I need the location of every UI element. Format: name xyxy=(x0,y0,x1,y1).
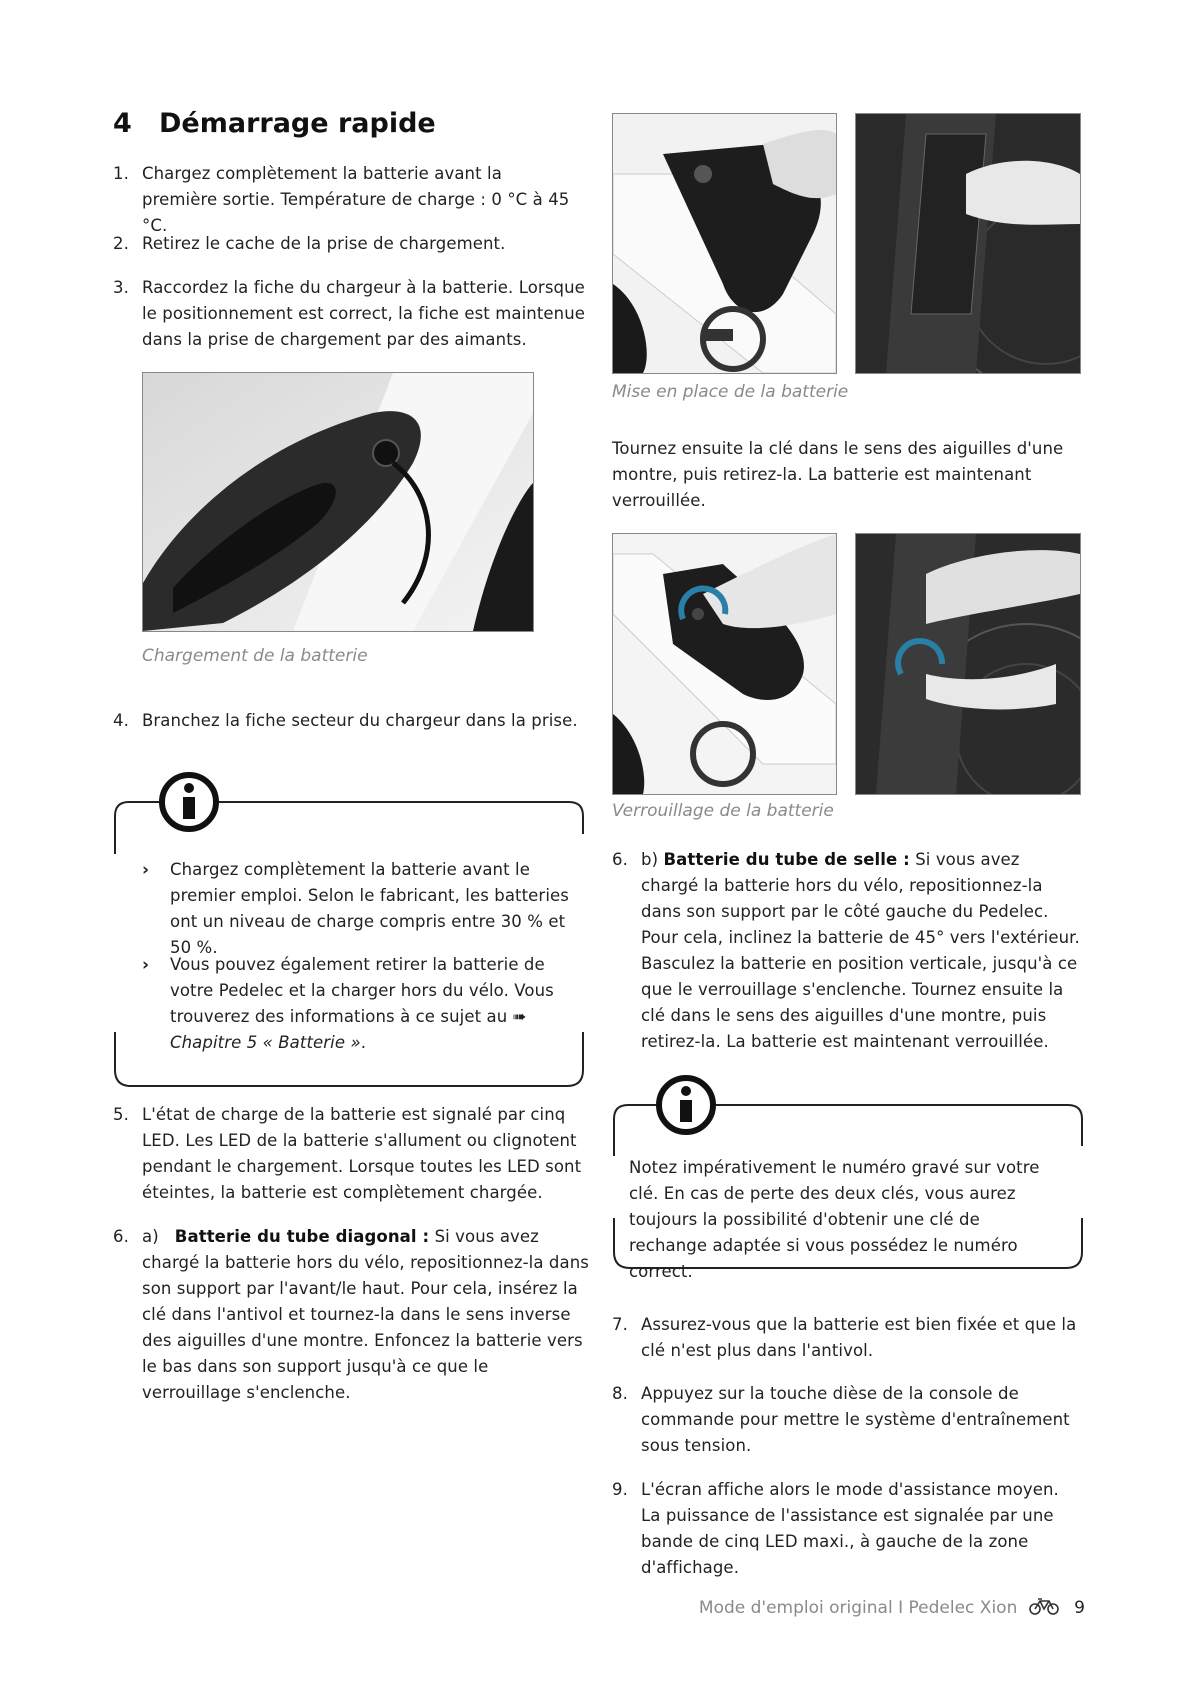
bicycle-icon xyxy=(1029,1597,1059,1615)
step-text xyxy=(142,1224,592,1406)
lock-instruction: Tournez ensuite la clé dans le sens des aiguilles d'une montre, puis retirez-la. La batterie est maintenant verrouillée. xyxy=(612,439,1064,510)
step-text: L'écran affiche alors le mode d'assistance moyen. La puissance de l'assistance est signalée par une bande de cinq LED maxi., à gauche de la zone d'affichage. xyxy=(641,1480,1059,1577)
step-number: 1. xyxy=(113,164,129,183)
step-number: 5. xyxy=(113,1105,129,1124)
step-body: Si vous avez chargé la batterie hors du vélo, repositionnez-la dans son support par le côté gauche du Pedelec. Pour cela, inclinez la batterie de 45° vers l'extérieur. Basculez la batterie en position verticale, jusqu'à ce que le verrouillage s'enclenche. Tournez ensuite la clé dans le sens des aiguilles d'une montre, puis retirez-la. La batterie est maintenant verrouillée. xyxy=(641,850,1080,1051)
chevron-right-icon: › xyxy=(142,955,150,975)
step-number: 7. xyxy=(612,1315,628,1334)
footer-text: Mode d'emploi original I Pedelec Xion xyxy=(698,1598,1018,1618)
charging-photo xyxy=(142,372,534,632)
step-number: 6. xyxy=(113,1227,129,1246)
step-number: 2. xyxy=(113,234,129,253)
step-text: Appuyez sur la touche dièse de la console de commande pour mettre le système d'entraînement sous tension. xyxy=(641,1384,1070,1455)
bullet-text xyxy=(170,952,572,1056)
step-text: Retirez le cache de la prise de chargement. xyxy=(142,234,506,253)
bullet-text: Chargez complètement la batterie avant le premier emploi. Selon le fabricant, les batteries ont un niveau de charge compris entre 30 % et 50 %. xyxy=(170,860,569,957)
page-footer xyxy=(699,1597,1085,1618)
section-number: 4 xyxy=(113,108,132,139)
insertion-photo-1 xyxy=(612,113,837,374)
step-text: Assurez-vous que la batterie est bien fixée et que la clé n'est plus dans l'antivol. xyxy=(641,1315,1077,1360)
step-text: Branchez la fiche secteur du chargeur dans la prise. xyxy=(142,711,578,730)
info-icon xyxy=(659,1078,713,1132)
locking-photo-1 xyxy=(612,533,837,795)
step-sub-prefix: b) xyxy=(641,850,659,869)
insertion-photo-2 xyxy=(855,113,1081,374)
info-icon xyxy=(162,775,216,829)
page-number: 9 xyxy=(1074,1598,1085,1618)
bullet-text-before: Vous pouvez également retirer la batterie de votre Pedelec et la charger hors du vélo. Vous trouverez des informations à ce sujet au xyxy=(170,955,554,1026)
step-text: L'état de charge de la batterie est signalé par cinq LED. Les LED de la batterie s'allument ou clignotent pendant le chargement. Lorsque toutes les LED sont éteintes, la batterie est complètement chargée. xyxy=(142,1105,582,1202)
section-title xyxy=(113,108,436,139)
cross-reference-arrow-icon: ➠ xyxy=(512,1007,527,1026)
insertion-caption: Mise en place de la batterie xyxy=(612,382,849,402)
step-body: Si vous avez chargé la batterie hors du vélo, repositionnez-la dans son support par l'avant/le haut. Pour cela, insérez la clé dans l'antivol et tournez-la dans le sens inverse des aiguilles d'une montre. Enfoncez la batterie vers le bas dans son support jusqu'à ce que le verrouillage s'enclenche. xyxy=(142,1227,589,1402)
step-text: Raccordez la fiche du chargeur à la batterie. Lorsque le positionnement est correct, la fiche est maintenue dans la prise de chargement par des aimants. xyxy=(142,278,586,349)
step-bold-label: Batterie du tube de selle : xyxy=(663,850,910,869)
step-sub-prefix: a) xyxy=(142,1227,159,1246)
chapter-link[interactable]: Chapitre 5 « Batterie » xyxy=(170,1033,361,1052)
info-box-2 xyxy=(612,1068,1084,1281)
step-text xyxy=(641,847,1081,1055)
info-box-1 xyxy=(113,770,585,1088)
section-title-text: Démarrage rapide xyxy=(159,108,436,139)
step-text: Chargez complètement la batterie avant la première sortie. Température de charge : 0 °C à 45 °C. xyxy=(142,164,570,235)
step-number: 3. xyxy=(113,278,129,297)
locking-caption: Verrouillage de la batterie xyxy=(612,801,834,821)
step-bold-label: Batterie du tube diagonal : xyxy=(174,1227,430,1246)
info-box-text: Notez impérativement le numéro gravé sur votre clé. En cas de perte des deux clés, vous aurez toujours la possibilité d'obtenir une clé de rechange adaptée si vous possédez le numéro correct. xyxy=(629,1158,1040,1281)
bullet-text-after: . xyxy=(360,1033,367,1052)
charging-caption: Chargement de la batterie xyxy=(142,646,368,666)
step-number: 8. xyxy=(612,1384,628,1403)
step-number: 4. xyxy=(113,711,129,730)
locking-photo-2 xyxy=(855,533,1081,795)
step-number: 6. xyxy=(612,850,628,869)
step-number: 9. xyxy=(612,1480,628,1499)
chevron-right-icon: › xyxy=(142,860,150,880)
